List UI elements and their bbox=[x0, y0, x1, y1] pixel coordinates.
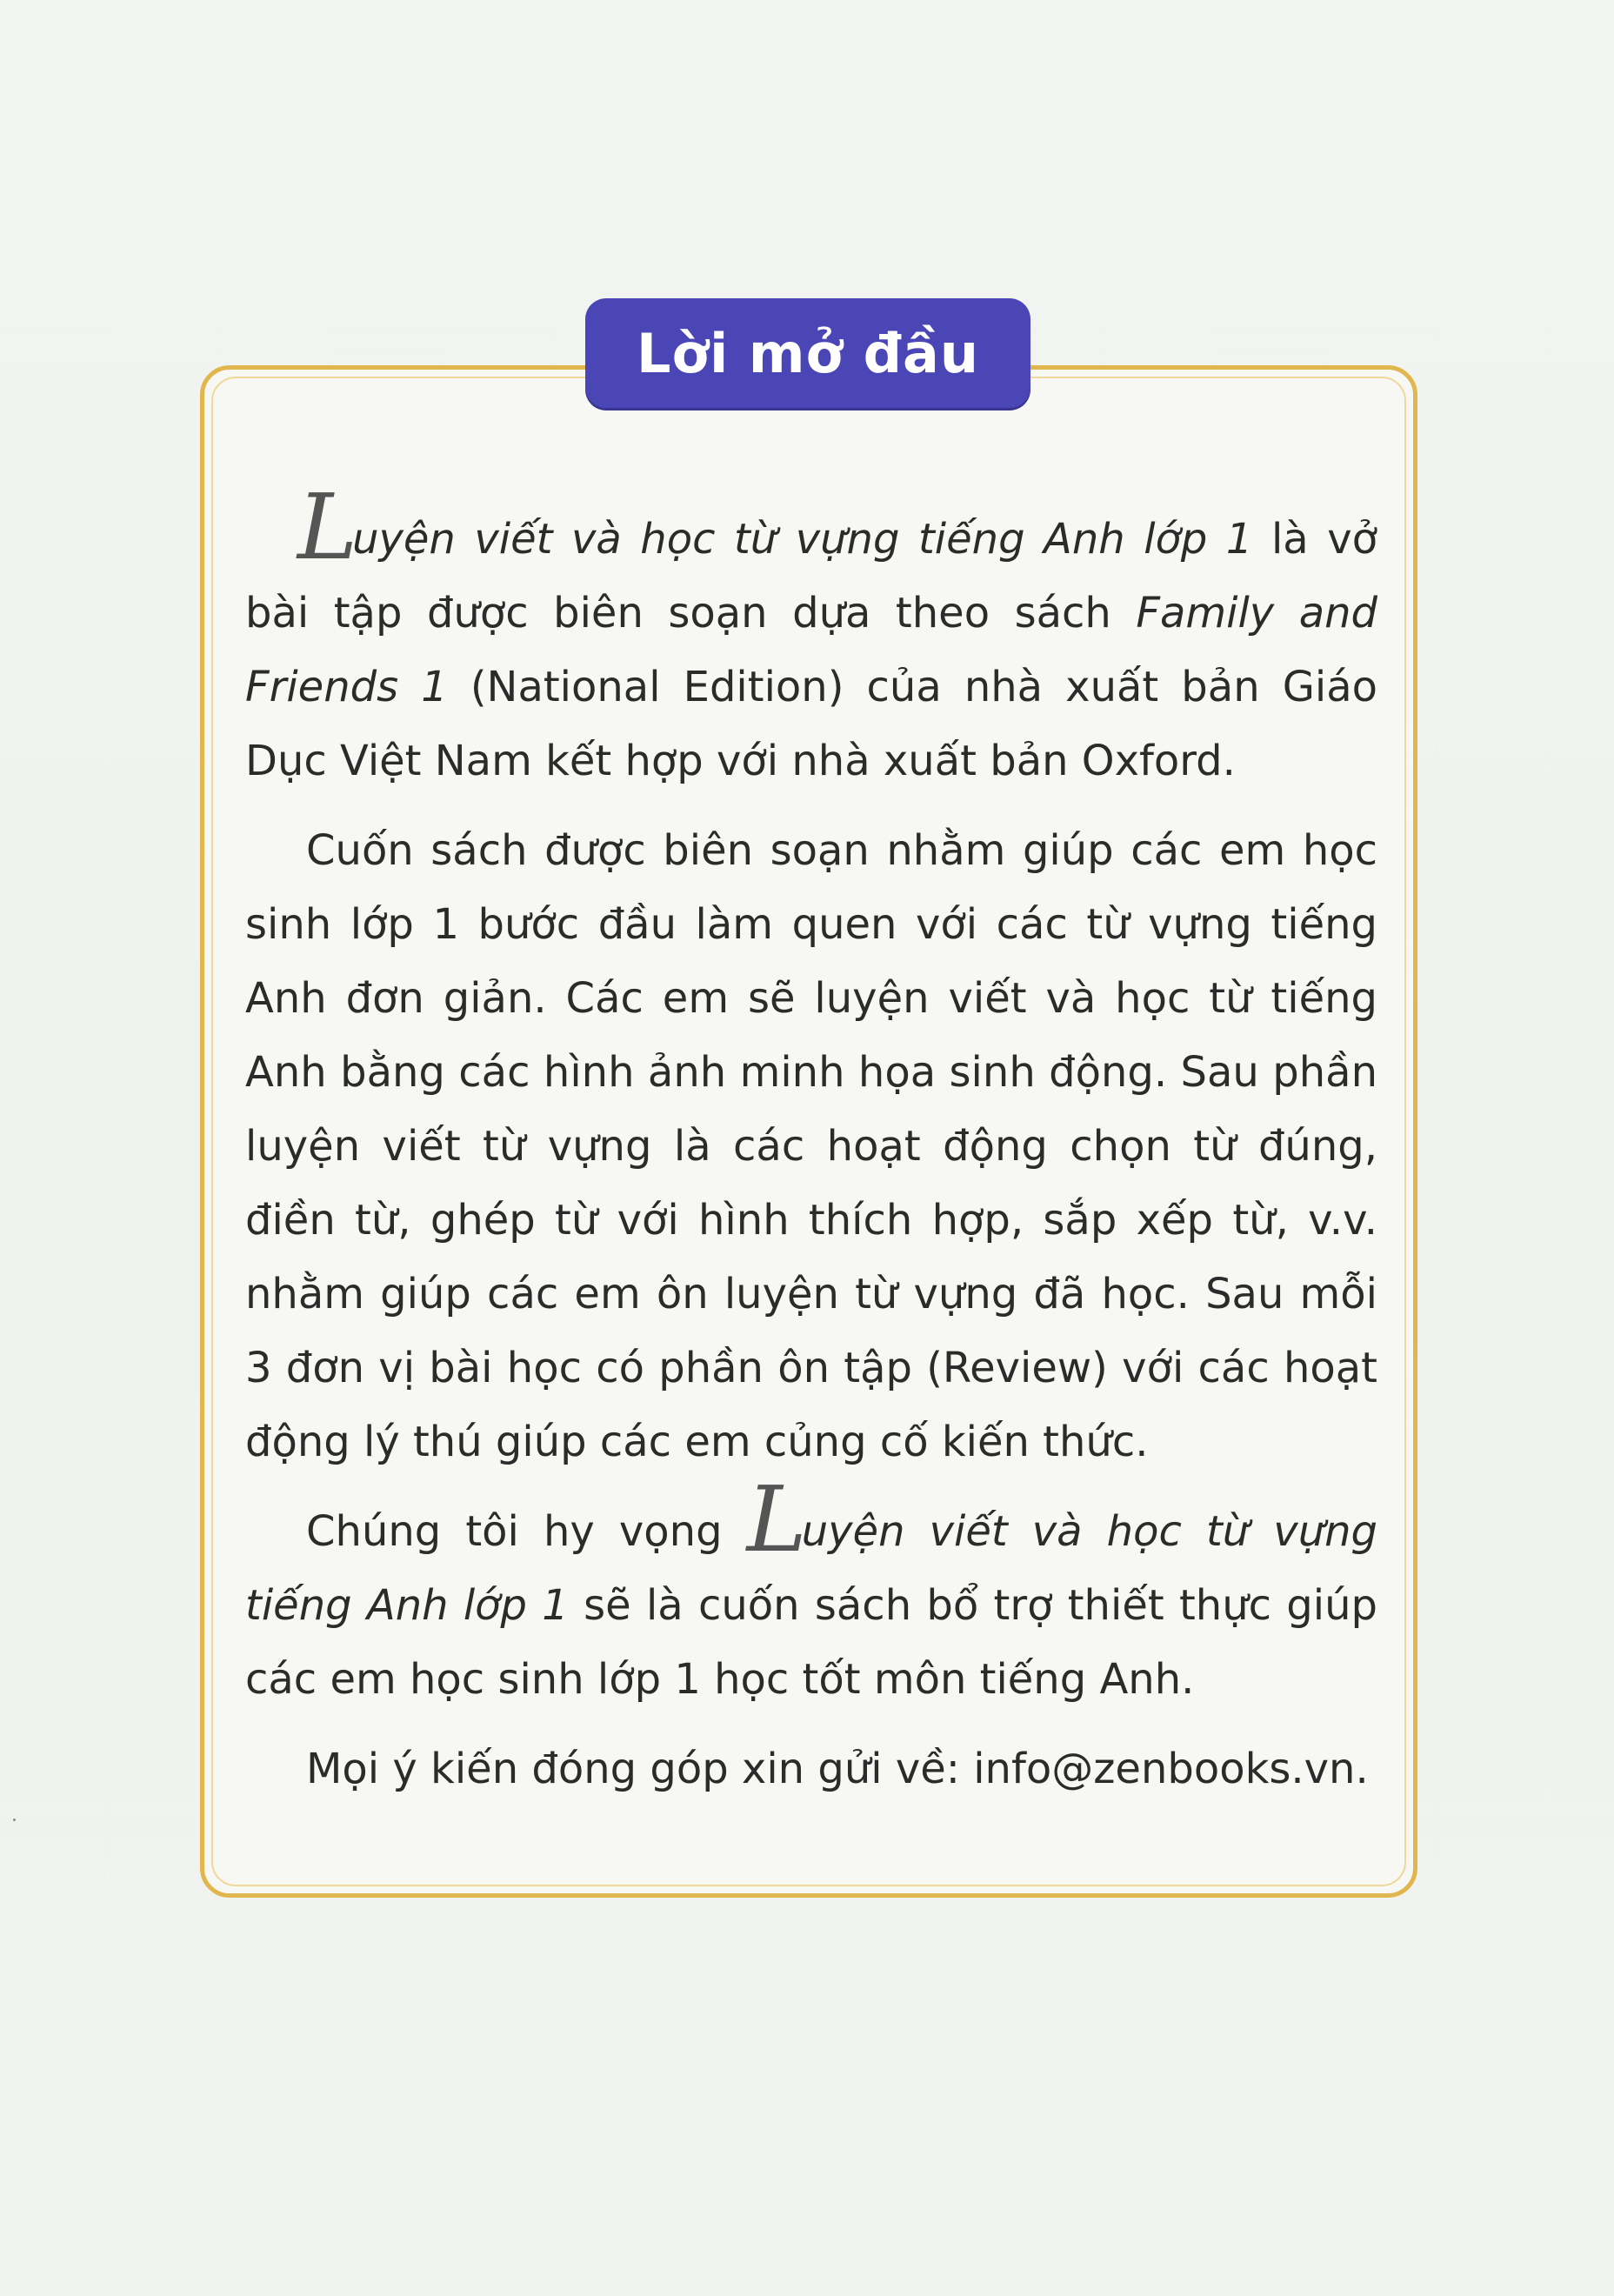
book-title: uyện viết và học từ vựng tiếng Anh lớp 1 bbox=[352, 515, 1253, 564]
book-title: uyện viết và học từ vựng tiếng Anh lớp 1 bbox=[245, 1507, 1378, 1630]
decorative-initial: L bbox=[297, 474, 358, 580]
paragraph-text: (National Edition) của nhà xuất bản Giáo Dục Việt Nam kết hợp với nhà xuất bản Oxford. bbox=[245, 663, 1378, 785]
margin-speck bbox=[13, 1819, 16, 1821]
paragraph-purpose: Cuốn sách được biên soạn nhằm giúp các em học sinh lớp 1 bước đầu làm quen với các từ vựng tiếng Anh đơn giản. Các em sẽ luyện viết và học từ tiếng Anh bằng các hình ảnh minh họa sinh động. Sau phần luyện viết từ vựng là các hoạt động chọn từ đúng, điền từ, ghép từ với hình thích hợp, sắp xếp từ, v.v. nhằm giúp các em ôn luyện từ vựng đã học. Sau mỗi 3 đơn vị bài học có phần ôn tập (Review) với các hoạt động lý thú giúp các em củng cố kiến thức. bbox=[245, 826, 1377, 1466]
preface-body bbox=[245, 474, 1378, 1822]
page-title: Lời mở đầu bbox=[636, 321, 980, 385]
paragraph-text: sẽ là cuốn sách bổ trợ thiết thực giúp các em học sinh lớp 1 học tốt môn tiếng Anh. bbox=[245, 1581, 1377, 1704]
source-book-title: Family and Friends 1 bbox=[245, 589, 1378, 711]
paragraph-intro bbox=[245, 474, 1378, 798]
paragraph-text: Chúng tôi hy vọng bbox=[306, 1507, 747, 1556]
paragraph-hope bbox=[245, 1466, 1378, 1717]
decorative-initial: L bbox=[746, 1466, 807, 1572]
paragraph-text: là vở bài tập được biên soạn dựa theo sách bbox=[245, 515, 1377, 637]
contact-line: Mọi ý kiến đóng góp xin gửi về: info@zenbooks.vn. bbox=[306, 1745, 1369, 1793]
title-badge bbox=[585, 298, 1030, 408]
